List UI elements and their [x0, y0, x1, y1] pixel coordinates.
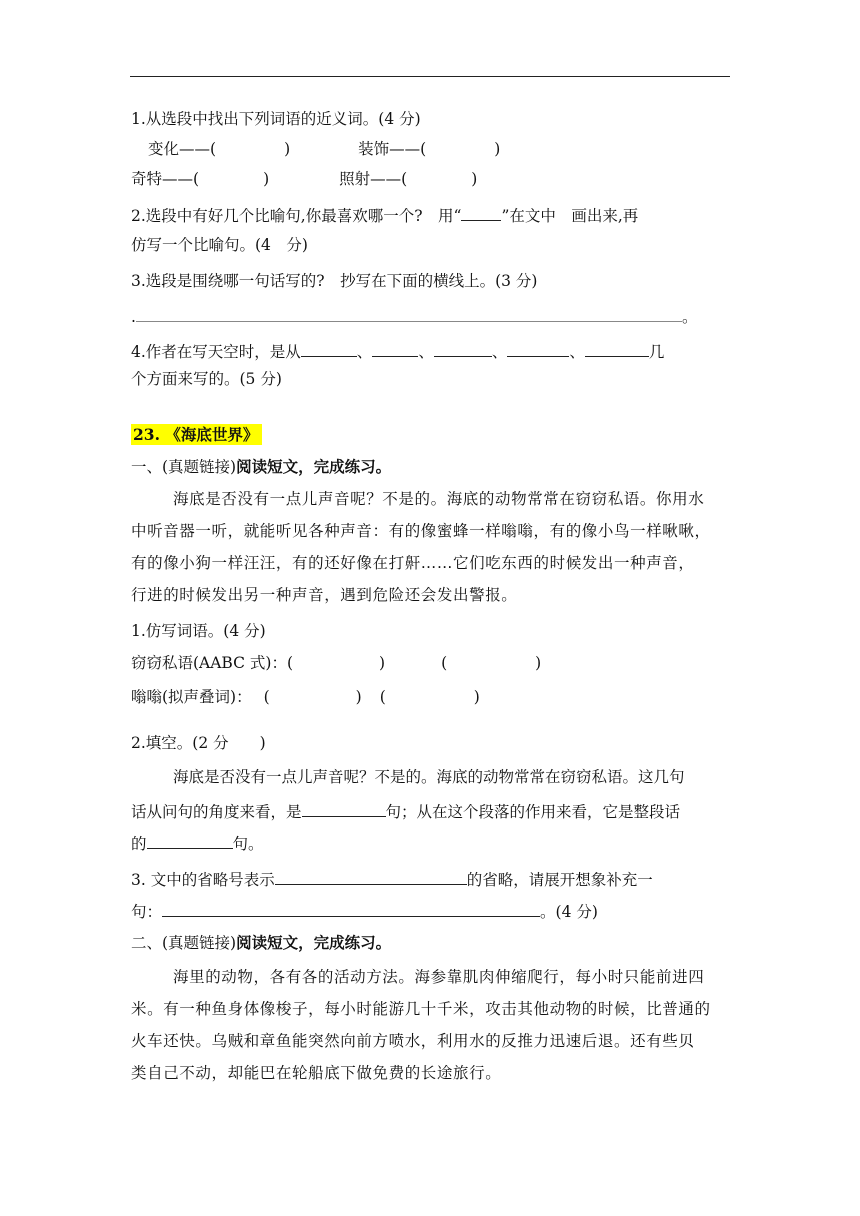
s23-q3-text-d: 。(4 分): [540, 903, 598, 921]
q4-blank-1[interactable]: [301, 340, 357, 357]
q4-line1: [131, 340, 664, 363]
q4-blank-3[interactable]: [434, 340, 492, 357]
s23-q3-blank-2[interactable]: [162, 900, 540, 917]
part1-instruction: 阅读短文，完成练习。: [236, 457, 392, 476]
part1-tag: 一、(真题链接): [131, 458, 237, 476]
para1-line2: 中听音器一听，就能听见各种声音：有的像蜜蜂一样嗡嗡，有的像小鸟一样啾啾，: [131, 522, 711, 540]
s23-q3-text-c: 句：: [131, 903, 163, 921]
q1-word1-close: ): [284, 140, 291, 158]
q3-lead: .: [131, 308, 136, 326]
s23-q3-text-b: 的省略，请展开想象补充一: [466, 871, 653, 889]
part2-instruction: 阅读短文，完成练习。: [236, 933, 392, 952]
q1-word4: 照射——(: [339, 170, 408, 188]
q4-sep-2: 、: [418, 343, 434, 361]
s23-q1-b-p1-open: (: [263, 688, 270, 706]
q3-answer-line[interactable]: [136, 311, 682, 322]
section-title: [131, 424, 262, 446]
q1-word4-close: ): [471, 170, 478, 188]
q4-blank-2[interactable]: [372, 340, 418, 357]
q4-sep-1: 、: [356, 343, 373, 361]
s23-q1-a: 窃窃私语(AABC 式)：(: [131, 654, 293, 672]
s23-q2-text-a: 话从问句的角度来看，是: [131, 803, 302, 821]
q3-line2: [131, 306, 697, 328]
s23-q3-line2: [131, 900, 598, 923]
s23-q2-text-c: 的: [131, 835, 147, 853]
s23-q2-para: 海底是否没有一点儿声音呢？不是的。海底的动物常常在窃窃私语。这几句: [173, 768, 685, 786]
s23-q1-b-p1-close: ): [355, 688, 362, 706]
q1-word3: 奇特——(: [131, 170, 200, 188]
para2-line1: 海里的动物，各有各的活动方法。海参靠肌肉伸缩爬行，每小时只能前进四: [173, 968, 705, 986]
q1-word2: 装饰——(: [358, 140, 427, 158]
q4-text-a: 4.作者在写天空时，是从: [131, 343, 301, 361]
s23-q1-b-p2-close: ): [473, 688, 480, 706]
q1-word1: 变化——(: [148, 140, 217, 158]
s23-q2-title: 2.填空。(2 分 ): [131, 734, 266, 752]
q2-text-b: ”在文中 画出来,再: [501, 207, 639, 225]
q4-sep-3: 、: [491, 343, 508, 361]
s23-q2-line3: [131, 832, 264, 855]
s23-q2-text-b: 句；从在这个段落的作用来看，它是整段话: [385, 803, 681, 821]
q2-line1: [131, 204, 638, 227]
q4-blank-4[interactable]: [507, 340, 569, 357]
q3-end: 。: [681, 308, 698, 326]
para1-line4: 行进的时候发出另一种声音，遇到危险还会发出警报。: [131, 586, 518, 604]
para1-line3: 有的像小狗一样汪汪，有的还好像在打鼾……它们吃东西的时候发出一种声音，: [131, 554, 695, 572]
para2-line4: 类自己不动，却能巴在轮船底下做免费的长途旅行。: [131, 1064, 502, 1082]
s23-q2-blank-2[interactable]: [147, 832, 233, 849]
q1-word3-close: ): [263, 170, 270, 188]
s23-q1-b-p2-open: (: [379, 688, 386, 706]
q3-line1: 3.选段是围绕哪一句话写的? 抄写在下面的横线上。(3 分): [131, 272, 538, 290]
s23-q1-a2-open: (: [441, 654, 448, 672]
s23-q1-a2-close: ): [535, 654, 542, 672]
q1-word2-close: ): [494, 140, 501, 158]
q1-title: 1.从选段中找出下列词语的近义词。(4 分): [131, 110, 421, 128]
s23-q2-line2: [131, 800, 680, 823]
s23-q2-blank-1[interactable]: [302, 800, 386, 817]
q4-blank-5[interactable]: [585, 340, 649, 357]
para1-line1: 海底是否没有一点儿声音呢？不是的。海底的动物常常在窃窃私语。你用水: [173, 490, 705, 508]
header-rule: [130, 76, 730, 77]
s23-q3-text-a: 3. 文中的省略号表示: [131, 871, 275, 889]
para2-line2: 米。有一种鱼身体像梭子，每小时能游几十千米，攻击其他动物的时候，比普通的: [131, 1000, 711, 1018]
para2-line3: 火车还快。乌贼和章鱼能突然向前方喷水，利用水的反推力迅速后退。还有些贝: [131, 1032, 695, 1050]
section-title-text: 23. 《海底世界》: [131, 424, 262, 445]
q4-text-b: 几: [648, 343, 665, 361]
q2-blank[interactable]: [461, 204, 501, 221]
q1-row2: [131, 168, 477, 190]
s23-q2-text-d: 句。: [232, 835, 264, 853]
s23-q3-line1: [131, 868, 653, 891]
s23-q1-a-close: ): [379, 654, 386, 672]
q2-text-a: 2.选段中有好几个比喻句,你最喜欢哪一个? 用“: [131, 207, 462, 225]
q4-line2: 个方面来写的。(5 分): [131, 370, 282, 388]
s23-q1-row2: [131, 686, 480, 708]
part2-heading: [131, 932, 391, 954]
part1-heading: [131, 456, 391, 478]
s23-q1-title: 1.仿写词语。(4 分): [131, 622, 266, 640]
q1-row1: [148, 138, 500, 160]
s23-q1-row1: [131, 652, 541, 674]
s23-q3-blank-1[interactable]: [275, 868, 467, 885]
s23-q1-b: 嗡嗡(拟声叠词)：: [131, 688, 252, 706]
q2-line2: 仿写一个比喻句。(4 分): [131, 236, 308, 254]
q4-sep-4: 、: [569, 343, 585, 361]
part2-tag: 二、(真题链接): [131, 934, 237, 952]
